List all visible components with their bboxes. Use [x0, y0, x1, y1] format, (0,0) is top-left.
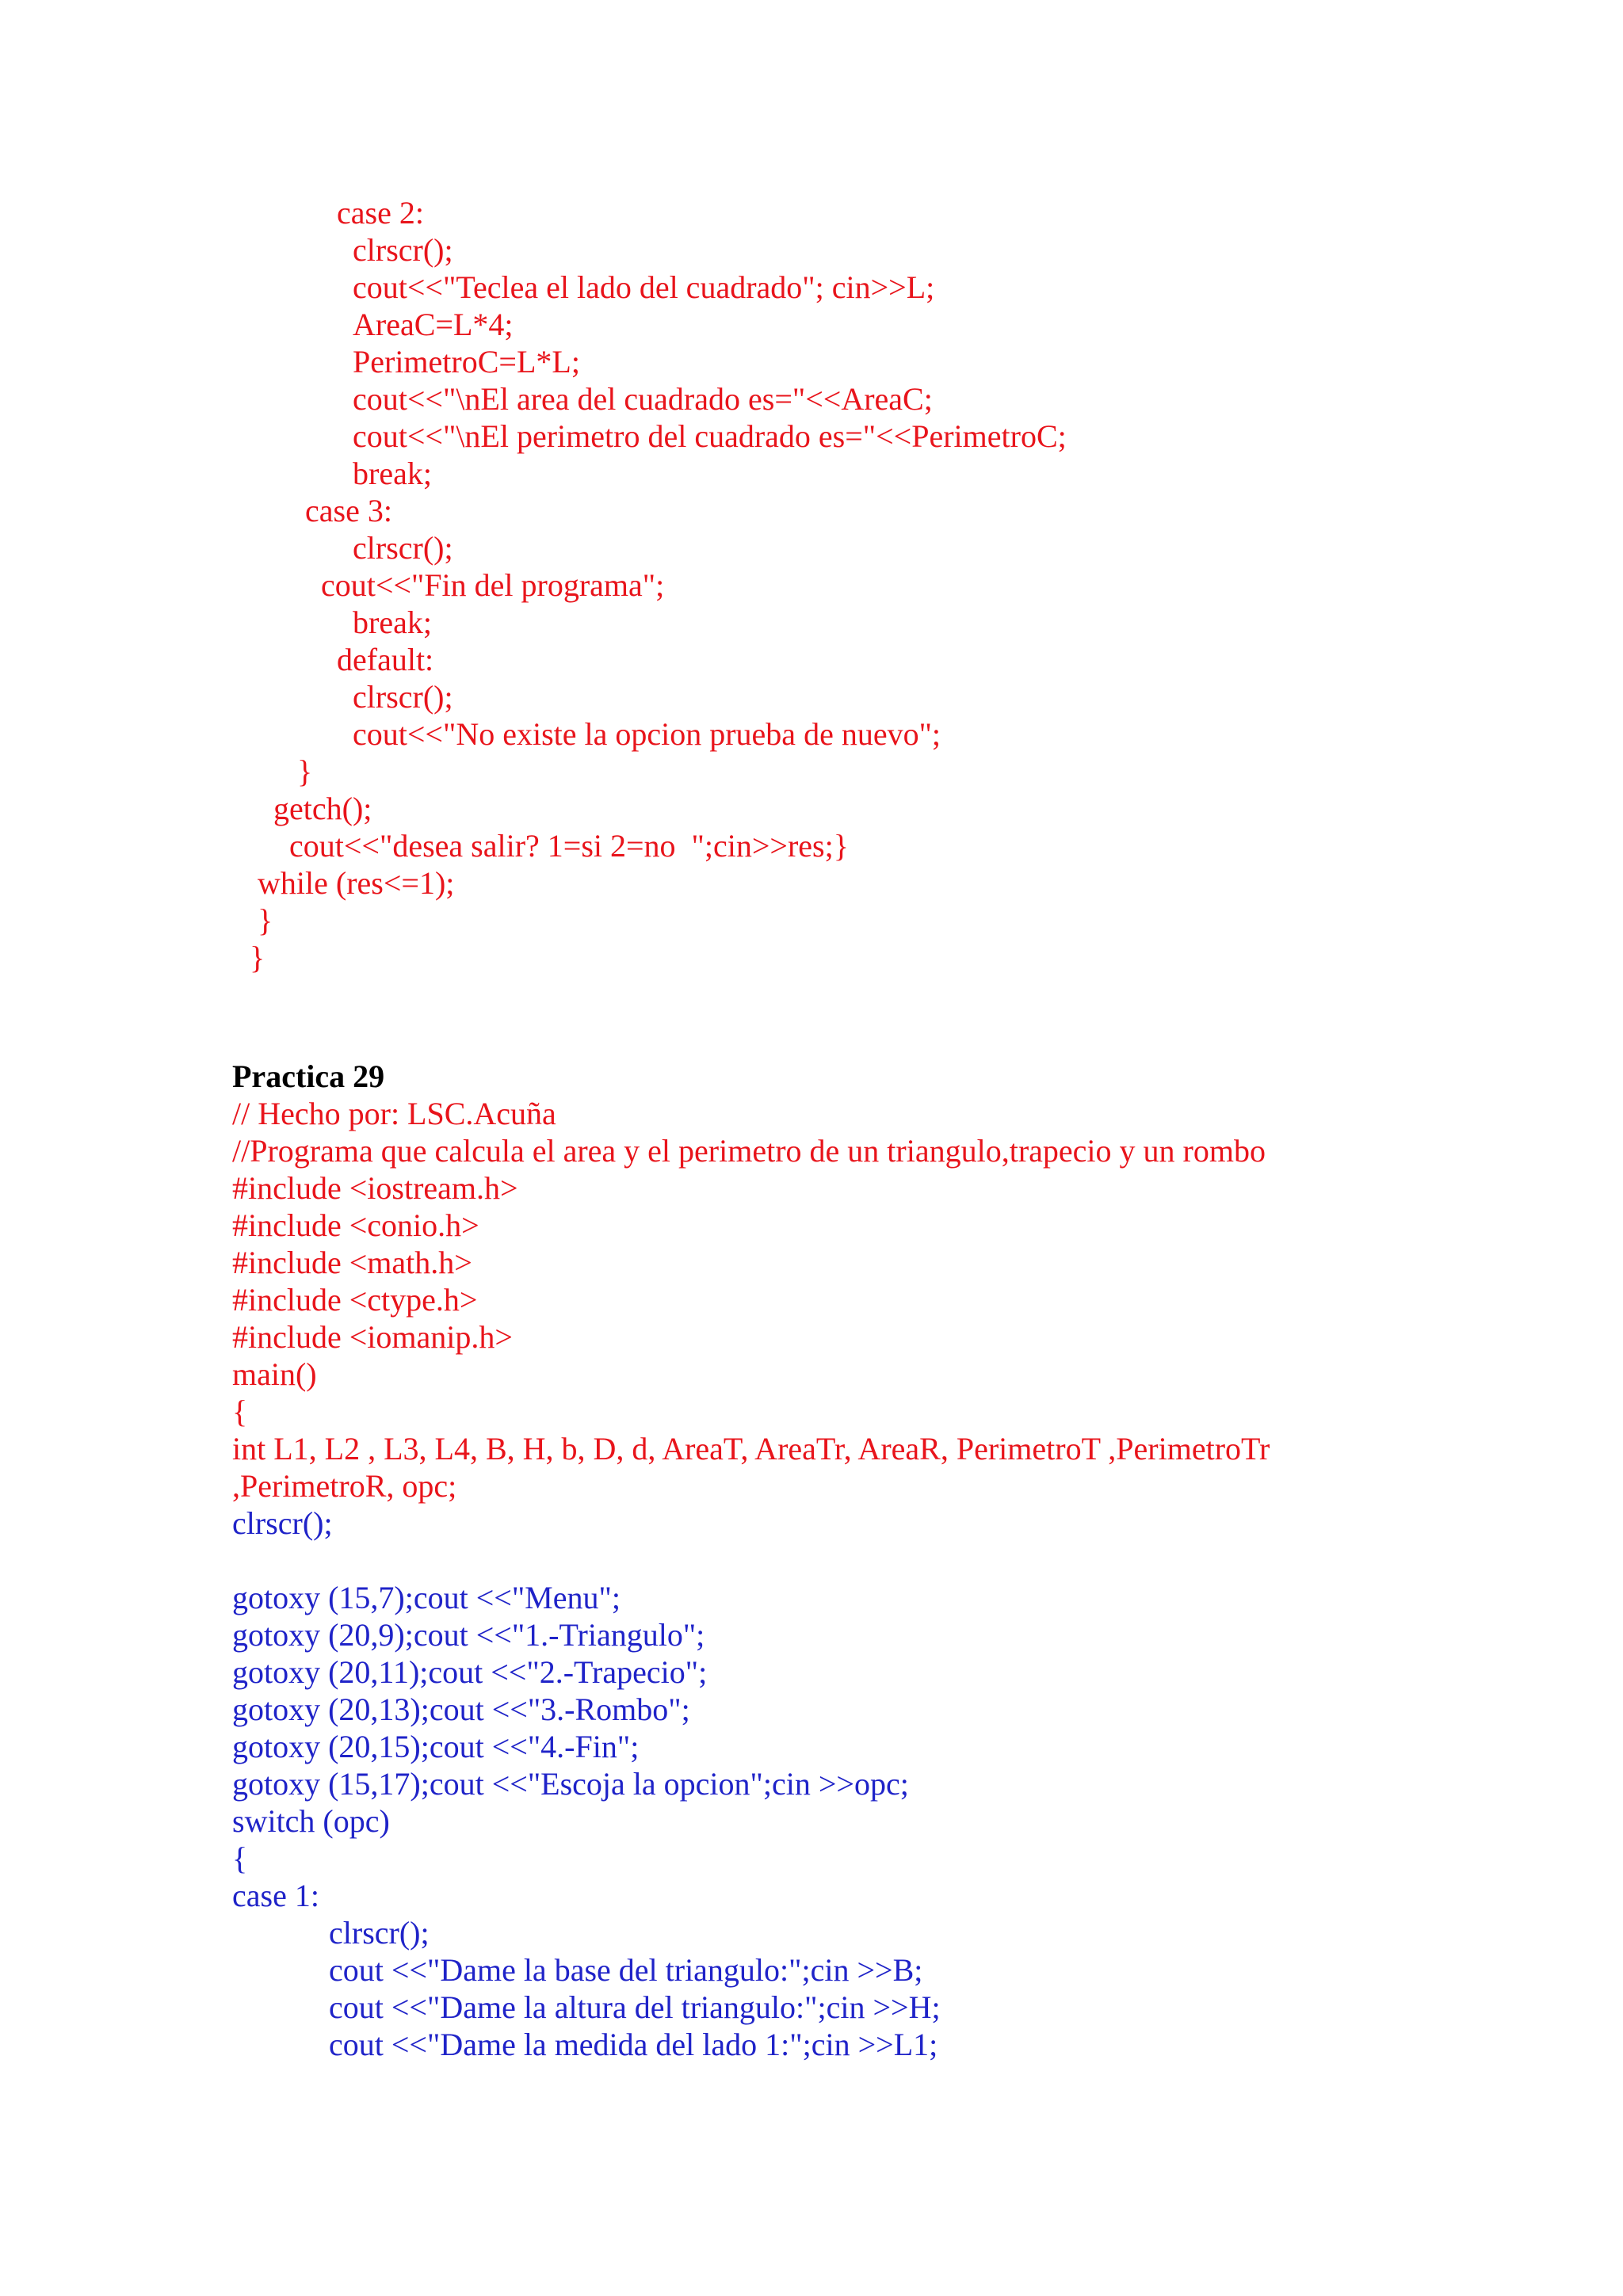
code-line: cout<<"\nEl perimetro del cuadrado es="<<PerimetroC; [353, 418, 1067, 454]
code-comment: // Hecho por: LSC.Acuña [232, 1096, 556, 1131]
code-line: while (res<=1); [258, 865, 455, 901]
code-line: cout<<"\nEl area del cuadrado es="<<AreaC; [353, 381, 933, 417]
code-line: default: [337, 642, 434, 677]
include-line: #include <math.h> [232, 1245, 472, 1280]
code-line: cout<<"Teclea el lado del cuadrado"; cin>>L; [353, 269, 935, 305]
code-line: int L1, L2 , L3, L4, B, H, b, D, d, AreaT, AreaTr, AreaR, PerimetroT ,PerimetroTr [232, 1431, 1270, 1466]
code-line: clrscr(); [232, 1505, 333, 1541]
code-comment: //Programa que calcula el area y el perimetro de un triangulo,trapecio y un rombo [232, 1133, 1266, 1169]
code-line: break; [353, 605, 432, 640]
include-line: #include <conio.h> [232, 1207, 479, 1243]
section-title: Practica 29 [232, 1058, 385, 1094]
code-line: { [232, 1394, 248, 1429]
code-line: clrscr(); [353, 679, 453, 715]
code-line: clrscr(); [353, 530, 453, 566]
code-line: switch (opc) [232, 1803, 390, 1839]
code-line: cout<<"desea salir? 1=si 2=no ";cin>>res;} [289, 828, 849, 864]
code-line: cout <<"Dame la medida del lado 1:";cin >>L1; [329, 2027, 938, 2062]
include-line: #include <iostream.h> [232, 1170, 518, 1206]
menu-line: gotoxy (15,7);cout <<"Menu"; [232, 1580, 621, 1615]
code-line: cout <<"Dame la base del triangulo:";cin >>B; [329, 1952, 923, 1988]
code-line: main() [232, 1356, 317, 1392]
menu-line: gotoxy (20,15);cout <<"4.-Fin"; [232, 1729, 640, 1764]
menu-line: gotoxy (15,17);cout <<"Escoja la opcion";cin >>opc; [232, 1766, 909, 1802]
code-line: AreaC=L*4; [353, 307, 514, 342]
include-line: #include <ctype.h> [232, 1282, 478, 1318]
code-line: cout<<"No existe la opcion prueba de nuevo"; [353, 716, 941, 752]
code-line: break; [353, 456, 432, 491]
code-line: ,PerimetroR, opc; [232, 1468, 457, 1504]
code-line: case 1: [232, 1878, 319, 1913]
code-line: clrscr(); [329, 1915, 430, 1951]
menu-line: gotoxy (20,13);cout <<"3.-Rombo"; [232, 1691, 690, 1727]
code-line: } [297, 753, 313, 789]
code-line: } [258, 902, 273, 938]
code-line: } [250, 940, 265, 975]
include-line: #include <iomanip.h> [232, 1319, 513, 1355]
code-line: cout <<"Dame la altura del triangulo:";cin >>H; [329, 1989, 941, 2025]
code-line: case 3: [305, 493, 392, 528]
code-line: getch(); [273, 791, 372, 826]
menu-line: gotoxy (20,11);cout <<"2.-Trapecio"; [232, 1654, 708, 1690]
code-line: PerimetroC=L*L; [353, 344, 580, 379]
code-line: cout<<"Fin del programa"; [321, 567, 665, 603]
code-line: clrscr(); [353, 232, 453, 268]
menu-line: gotoxy (20,9);cout <<"1.-Triangulo"; [232, 1617, 705, 1653]
code-line: case 2: [337, 195, 424, 231]
code-line: { [232, 1840, 248, 1876]
